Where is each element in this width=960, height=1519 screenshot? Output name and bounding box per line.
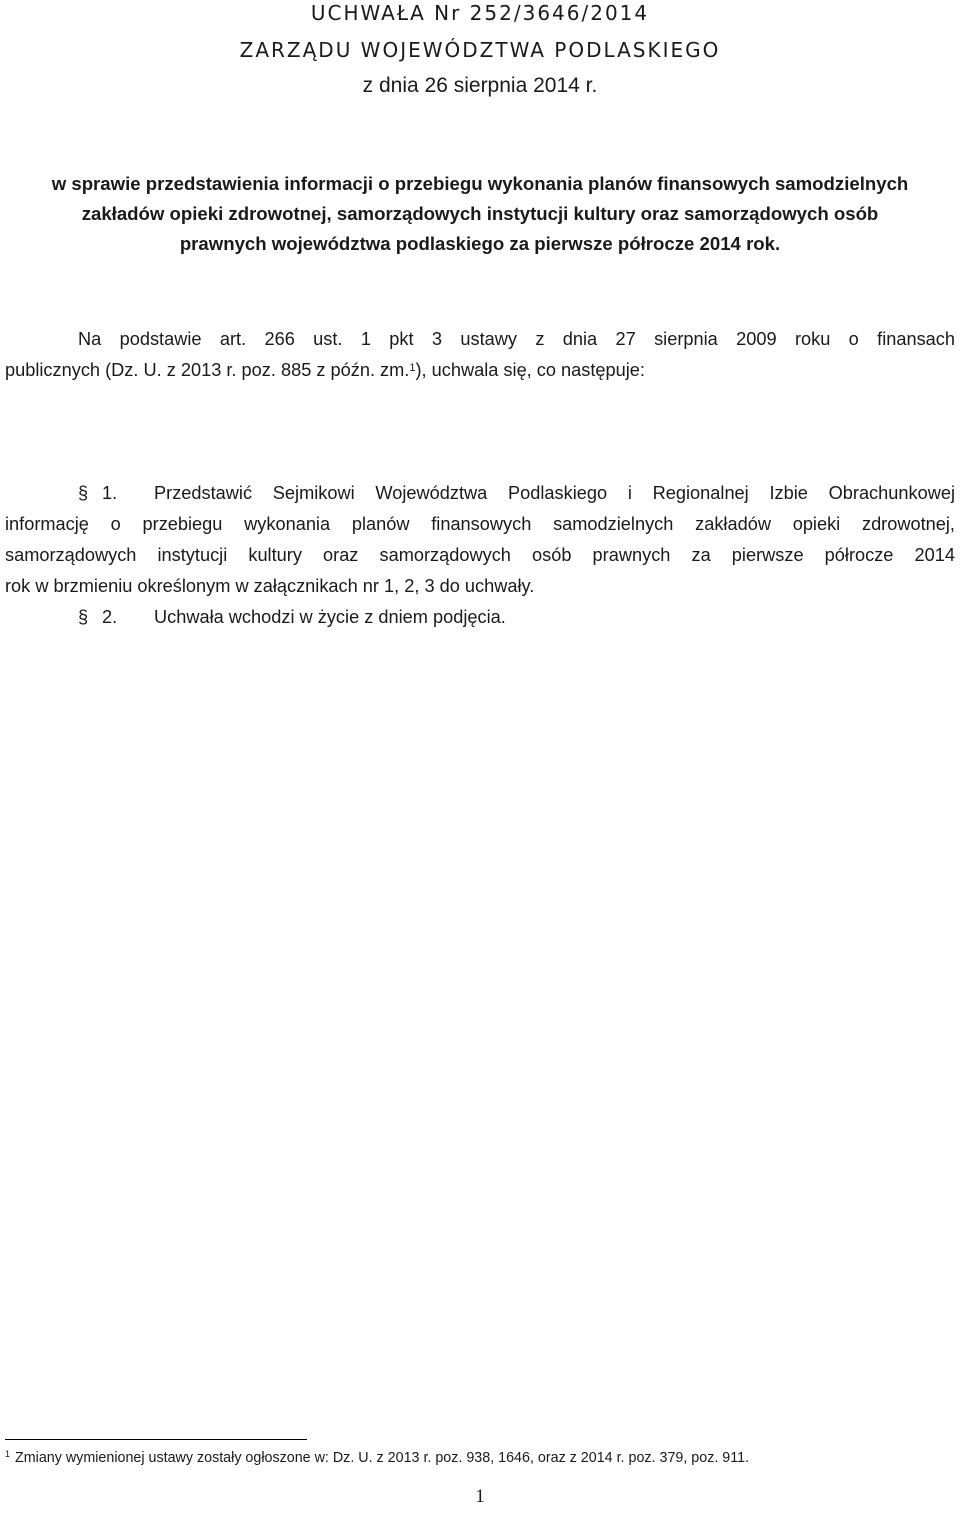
footnote-separator xyxy=(5,1439,307,1440)
paragraph-1 xyxy=(5,478,955,602)
paragraph-2 xyxy=(78,602,506,633)
resolution-number: UCHWAŁA Nr 252/3646/2014 xyxy=(310,1,650,25)
resolution-subject xyxy=(0,169,960,259)
footnote-text: Zmiany wymienionej ustawy zostały ogłoszone w: Dz. U. z 2013 r. poz. 938, 1646, oraz z 2014 r. poz. 379, poz. 911. xyxy=(15,1450,750,1466)
footnote-marker: 1 xyxy=(5,1449,11,1459)
issuing-body: ZARZĄDU WOJEWÓDZTWA PODLASKIEGO xyxy=(239,38,721,62)
legal-basis-text: ), uchwala się, co następuje: xyxy=(415,360,645,380)
paragraph-number: 1. xyxy=(102,483,118,503)
paragraph-number: 2. xyxy=(102,607,118,627)
section-sign: § xyxy=(78,607,89,627)
paragraph-line: samorządowych instytucji kultury oraz samorządowych osób prawnych za pierwsze półrocze 2014 xyxy=(5,545,955,565)
legal-basis xyxy=(5,324,955,386)
legal-basis-line xyxy=(5,355,955,386)
footnote xyxy=(5,1447,749,1469)
paragraph-line xyxy=(5,478,955,509)
resolution-date: z dnia 26 sierpnia 2014 r. xyxy=(362,74,598,97)
paragraph-line: rok w brzmieniu określonym w załącznikach nr 1, 2, 3 do uchwały. xyxy=(5,576,535,596)
page-number: 1 xyxy=(475,1486,485,1507)
legal-basis-text: publicznych (Dz. U. z 2013 r. poz. 885 z późn. zm. xyxy=(5,360,410,380)
subject-line: zakładów opieki zdrowotnej, samorządowych instytucji kultury oraz samorządowych osób xyxy=(81,203,879,224)
subject-line: prawnych województwa podlaskiego za pierwsze półrocze 2014 rok. xyxy=(179,233,781,254)
subject-line: w sprawie przedstawienia informacji o przebiegu wykonania planów finansowych samodzielnych xyxy=(51,173,909,194)
paragraph-text: Uchwała wchodzi w życie z dniem podjęcia. xyxy=(154,607,506,627)
legal-basis-line: Na podstawie art. 266 ust. 1 pkt 3 ustawy z dnia 27 sierpnia 2009 roku o finansach xyxy=(78,329,955,349)
paragraph-text: Przedstawić Sejmikowi Województwa Podlaskiego i Regionalnej Izbie Obrachunkowej xyxy=(154,483,955,503)
paragraph-line: informację o przebiegu wykonania planów finansowych samodzielnych zakładów opieki zdrowotnej, xyxy=(5,514,955,534)
footnote-reference: 1 xyxy=(409,362,416,374)
section-sign: § xyxy=(78,483,89,503)
